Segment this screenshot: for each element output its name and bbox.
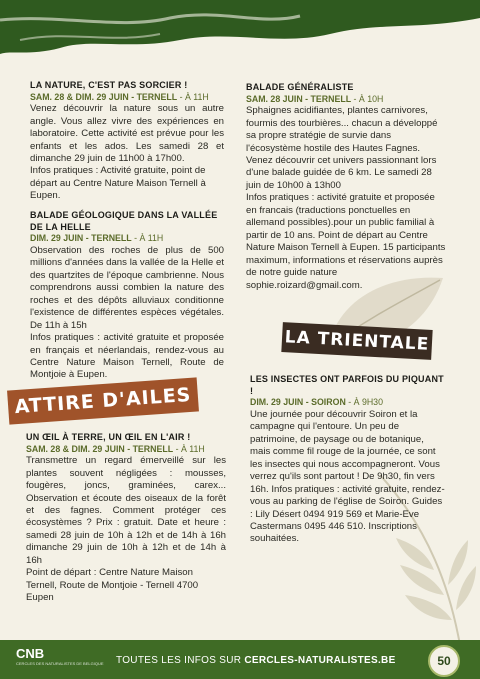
right-column-insectes <box>250 374 446 546</box>
article-body: Sphaignes acidifiantes, plantes carnivores, fourmis des tourbières... chacun a développé sa propre stratégie de survie dans l'écosystème hostile des Hautes Fagnes. Venez découvrir cet univers passionnant lors d'une balade guidée de 6 km. Le samedi 28 juin de 10h00 à 13h00 <box>246 105 438 191</box>
page-number: 50 <box>428 645 460 677</box>
article-info: Infos pratiques : activité gratuite et proposée en francais (traductions ponctuelles en allemand possibles).pour un public familial à partir de 10 ans. Point de départ au Centre Nature Maison Ternell à Eupen. 15 participants maximum, informations et réservations auprès de notre guide nature sophie.roizard@gmail.com. <box>246 192 446 291</box>
article-title: BALADE GÉNÉRALISTE <box>246 82 354 92</box>
article-title: UN ŒIL À TERRE, UN ŒIL EN L'AIR ! <box>26 432 191 442</box>
article-body: Venez découvrir la nature sous un autre angle. Vous allez vivre des expériences en laboratoire. Cette activité est prévue pour les enfants et les ados. Les samedi 28 et dimanche 29 juin de 11h00 à 17h00. <box>30 103 224 164</box>
date-location: SAM. 28 JUIN - TERNELL <box>246 93 352 104</box>
right-column <box>246 82 446 292</box>
article-info: Infos pratiques : activité gratuite et proposée en français et néerlandais, rendez-vous au Centre Nature Maison Ternell, Route de Montjoie à Eupen. <box>30 332 224 381</box>
section-banner-attire: ATTIRE D'AILES <box>7 377 199 424</box>
section-banner-trientale: LA TRIENTALE <box>281 322 432 360</box>
article-date <box>246 94 446 105</box>
article-info: Infos pratiques : Activité gratuite, point de départ au Centre Nature Maison Ternell à Eupen. <box>30 165 206 202</box>
date-location: DIM. 29 JUIN - SOIRON <box>250 397 346 408</box>
page-footer <box>0 640 480 679</box>
left-column <box>30 80 224 203</box>
cnb-logo <box>16 646 104 666</box>
date-time: - À 11H <box>173 443 205 454</box>
date-time: - À 11H <box>177 91 209 102</box>
left-column-geologie <box>30 210 224 382</box>
article-date <box>250 397 446 408</box>
left-column-oeil <box>26 432 226 605</box>
logo-subtext: CERCLES DES NATURALISTES DE BELGIQUE <box>16 661 104 666</box>
article-date <box>26 444 226 455</box>
article-title: BALADE GÉOLOGIQUE DANS LA VALLÉE DE LA HELLE <box>30 210 218 232</box>
date-time: - À 9H30 <box>345 397 383 408</box>
article-date <box>30 92 224 103</box>
footer-info <box>116 655 396 666</box>
article-body: Observation des roches de plus de 500 millions d'années dans la vallée de la Helle et des quartzites de l'époque cambrienne. Nous comprendrons aussi combien la nature des roches et des dépôts alluviaux conditionne l'existence de différentes espèces végétales. De 11h à 15h <box>30 244 224 331</box>
date-location: SAM. 28 & DIM. 29 JUIN - TERNELL <box>26 443 174 454</box>
article-body: Une journée pour découvrir Soiron et la campagne qui l'entoure. Un peu de patrimoine, de paysage ou de botanique, mais comme fil rouge de la journée, ce sont les insectes qui nous accompagneront. Vous verrez qu'ils sont partout ! De 9h30, fin vers 16h. Infos pratiques : activité gratuite, rendez-vous au parking de l'église de Soiron. Guides : Lily Désert 0494 919 569 et Marie-Eve Castermans 0495 446 510. Inscriptions souhaitées. <box>250 408 445 545</box>
date-location: DIM. 29 JUIN - TERNELL <box>30 233 132 244</box>
logo-text: CNB <box>16 646 45 661</box>
article-body: Transmettre un regard émerveillé sur les plantes souvent négligées : mousses, fougères, joncs, graminées, carex... Observation et écoute des oiseaux de la forêt et des fagnes. Comment protéger ces écosystèmes ? Prix : gratuit. Date et heure : samedi 28 juin de 10h à 12h et de 14h à 16h dimanche 29 juin de 10h à 12h et de 14h à 16h <box>26 455 226 566</box>
article-title: LA NATURE, C'EST PAS SORCIER ! <box>30 80 188 90</box>
date-location: SAM. 28 & DIM. 29 JUIN - TERNELL <box>30 91 178 102</box>
footer-site-link[interactable]: CERCLES-NATURALISTES.BE <box>244 655 396 666</box>
article-date <box>30 233 224 244</box>
article-title: LES INSECTES ONT PARFOIS DU PIQUANT ! <box>250 374 444 396</box>
date-time: - À 10H <box>351 93 384 104</box>
article-info: Point de départ : Centre Nature Maison Ternell, Route de Montjoie - Ternell 4700 Eupen <box>26 567 199 604</box>
date-time: - À 11H <box>131 233 164 244</box>
footer-info-prefix: TOUTES LES INFOS SUR <box>116 655 245 666</box>
